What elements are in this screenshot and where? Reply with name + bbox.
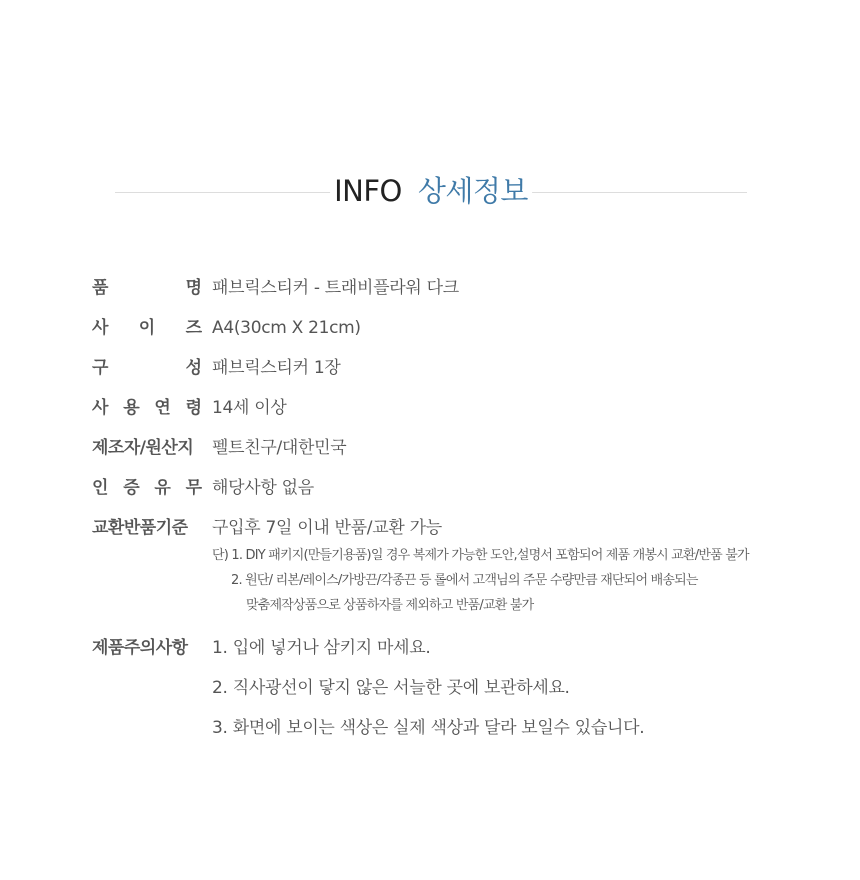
label-exchange: 교환반품기준	[92, 518, 188, 538]
exchange-note-2: 2. 원단/ 리본/레이스/가방끈/각종끈 등 롤에서 고객님의 주문 수량만큼 재단되어 배송되는	[231, 573, 698, 588]
label-manufacturer: 제조자/원산지	[92, 438, 194, 458]
label-certification: 인 증 유 무	[92, 478, 202, 498]
section-header	[115, 168, 747, 214]
value-composition: 패브릭스티커 1장	[212, 358, 341, 378]
info-row-composition	[92, 354, 340, 382]
info-row-exchange	[92, 514, 442, 542]
value-manufacturer: 펠트친구/대한민국	[212, 438, 347, 458]
caution-item-3: 3. 화면에 보이는 색상은 실제 색상과 달라 보일수 있습니다.	[212, 718, 645, 738]
label-composition: 구 성	[92, 358, 202, 378]
info-row-age	[92, 394, 287, 422]
label-size: 사 이 즈	[92, 318, 202, 338]
exchange-note-1: 단) 1. DIY 패키지(만들기용품)일 경우 복제가 가능한 도안,설명서 포함되어 제품 개봉시 교환/반품 불가	[212, 548, 749, 563]
caution-item-1: 1. 입에 넣거나 삼키지 마세요.	[212, 638, 431, 658]
title-korean: 상세정보	[417, 174, 528, 208]
title-english: INFO	[334, 174, 402, 208]
value-age: 14세 이상	[212, 398, 287, 418]
info-row-size	[92, 314, 361, 342]
section-title	[330, 168, 532, 214]
value-product-name: 패브릭스티커 - 트래비플라워 다크	[212, 278, 459, 298]
caution-item-2: 2. 직사광선이 닿지 않은 서늘한 곳에 보관하세요.	[212, 678, 570, 698]
label-caution: 제품주의사항	[92, 638, 188, 658]
info-row-caution	[92, 634, 202, 662]
exchange-note-3: 맞춤제작상품으로 상품하자를 제외하고 반품/교환 불가	[246, 598, 534, 613]
value-certification: 해당사항 없음	[212, 478, 314, 498]
label-age: 사 용 연 령	[92, 398, 202, 418]
label-product-name: 품 명	[92, 278, 202, 298]
info-row-product-name	[92, 274, 459, 302]
info-row-manufacturer	[92, 434, 346, 462]
value-size: A4(30cm X 21cm)	[212, 318, 361, 338]
info-row-certification	[92, 474, 314, 502]
value-exchange: 구입후 7일 이내 반품/교환 가능	[212, 518, 442, 538]
